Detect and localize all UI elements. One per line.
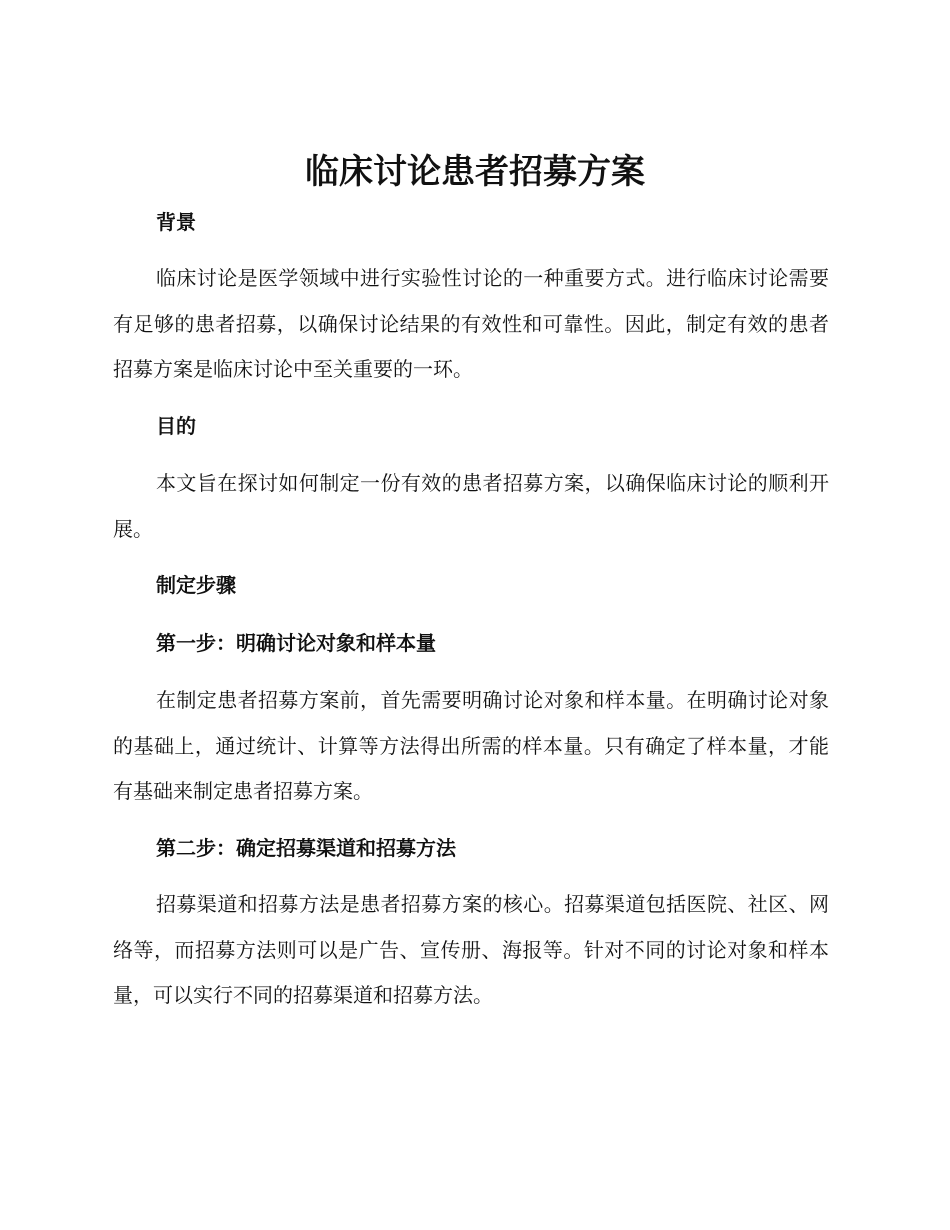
paragraph-purpose: 本文旨在探讨如何制定一份有效的患者招募方案，以确保临床讨论的顺利开展。 [113,471,829,541]
document-title: 临床讨论患者招募方案 [305,152,645,192]
heading-steps: 制定步骤 [156,573,236,597]
paragraph-step-one: 在制定患者招募方案前，首先需要明确讨论对象和样本量。在明确讨论对象的基础上，通过统计、计算等方法得出所需的样本量。只有确定了样本量，才能有基础来制定患者招募方案。 [113,688,829,803]
paragraph-step-two: 招募渠道和招募方法是患者招募方案的核心。招募渠道包括医院、社区、网络等，而招募方法则可以是广告、宣传册、海报等。针对不同的讨论对象和样本量，可以实行不同的招募渠道和招募方法。 [113,892,829,1007]
paragraph-background: 临床讨论是医学领域中进行实验性讨论的一种重要方式。进行临床讨论需要有足够的患者招募，以确保讨论结果的有效性和可靠性。因此，制定有效的患者招募方案是临床讨论中至关重要的一环。 [113,266,829,381]
heading-step-two: 第二步：确定招募渠道和招募方法 [156,836,456,860]
heading-background: 背景 [156,210,196,234]
heading-step-one: 第一步：明确讨论对象和样本量 [156,631,436,655]
heading-purpose: 目的 [156,414,196,438]
